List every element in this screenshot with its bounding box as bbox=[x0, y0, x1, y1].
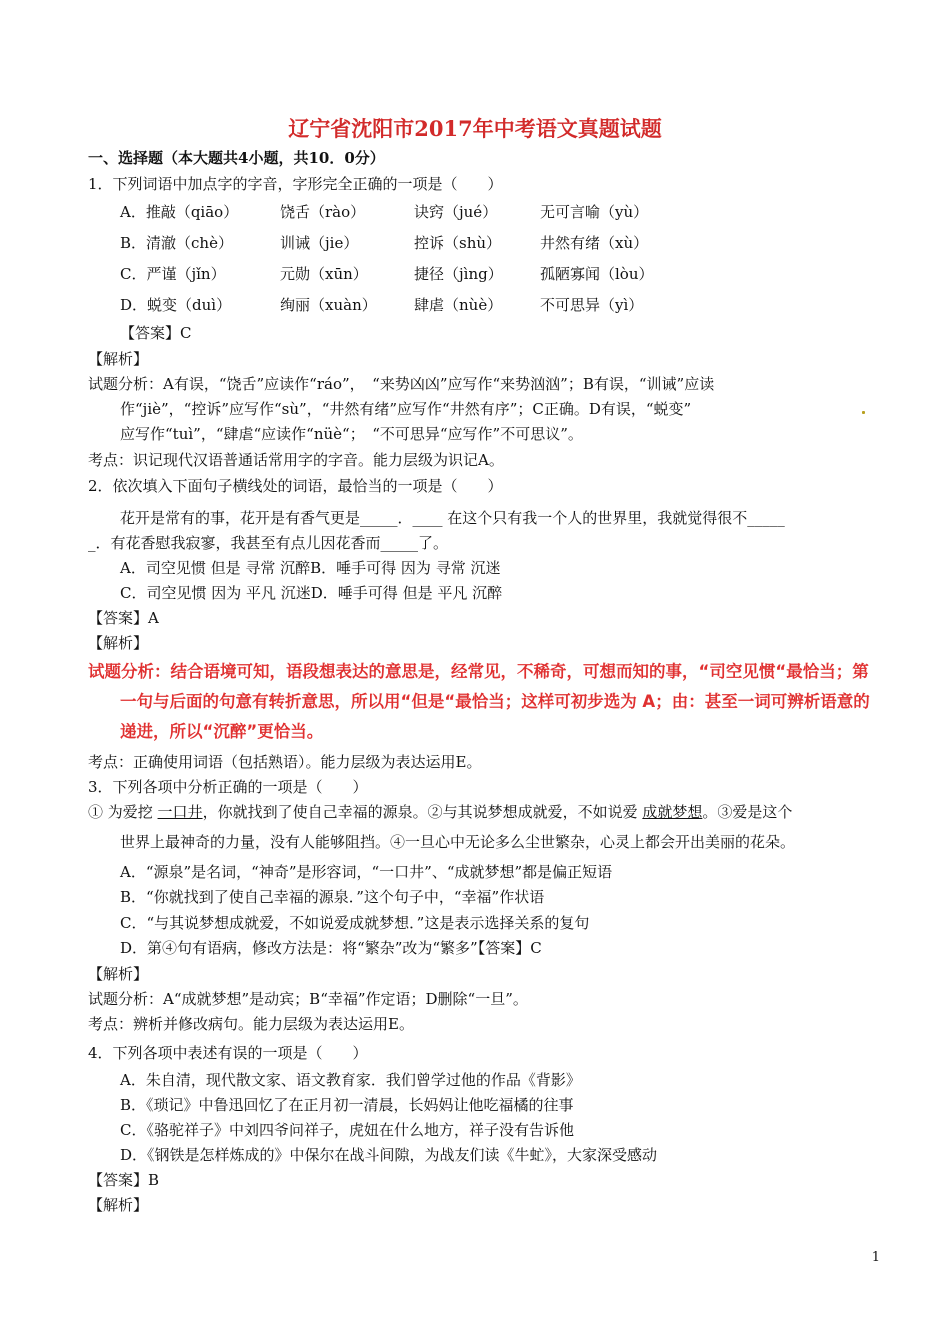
q2-passage-line-2: _．有花香慰我寂寥，我甚至有点儿因花香而_____了。 bbox=[88, 534, 449, 552]
stray-dot-mark bbox=[862, 401, 865, 421]
q3-analysis: 试题分析：A“成就梦想”是动宾；B“幸福”作定语；D删除“一旦”。 bbox=[88, 990, 528, 1008]
q4-analysis-label: 【解析】 bbox=[88, 1196, 149, 1214]
q3-kaodian: 考点：辨析并修改病句。能力层级为表达运用E。 bbox=[88, 1015, 414, 1033]
q1-option-d-1: D．蜕变（duì） bbox=[120, 296, 232, 314]
q3-sentence-line-2: 世界上最神奇的力量，没有人能够阻挡。④一旦心中无论多么尘世繁杂，心灵上都会开出美丽的花朵。 bbox=[120, 833, 796, 851]
q1-option-a-4: 无可言喻（yù） bbox=[540, 203, 649, 221]
page-number: 1 bbox=[871, 1250, 880, 1265]
q1-analysis-line-3: 应写作“tuì”，“肆虐“应读作“nüè“； “不可思异“应写作”不可思议”。 bbox=[120, 425, 583, 443]
q2-answer: 【答案】A bbox=[88, 609, 159, 627]
q2-options-line-2: C．司空见惯 因为 平凡 沉迷D．唾手可得 但是 平凡 沉醉 bbox=[120, 584, 503, 602]
q3-underline-1: 一口井 bbox=[157, 803, 203, 821]
q1-option-b-2: 训诫（jie） bbox=[280, 234, 359, 252]
q3-underline-2: 成就梦想 bbox=[642, 803, 703, 821]
q1-kaodian: 考点：识记现代汉语普通话常用字的字音。能力层级为识记A。 bbox=[88, 451, 504, 469]
q4-option-a: A．朱自清，现代散文家、语文教育家．我们曾学过他的作品《背影》 bbox=[120, 1071, 581, 1089]
q3-s1-post: 。③爱是这个 bbox=[702, 803, 793, 821]
q1-option-c-1: C．严谨（jǐn） bbox=[120, 265, 226, 283]
q4-answer: 【答案】B bbox=[88, 1171, 160, 1189]
q3-option-a: A．“源泉”是名词，“神奇”是形容词，“一口井”、“成就梦想”都是偏正短语 bbox=[120, 863, 613, 881]
q2-analysis-label: 【解析】 bbox=[88, 634, 149, 652]
q1-option-b-4: 井然有绪（xù） bbox=[540, 234, 649, 252]
q1-option-c-4: 孤陋寡闻（lòu） bbox=[540, 265, 654, 283]
q1-answer: 【答案】C bbox=[120, 324, 192, 342]
page-title: 辽宁省沈阳市2017年中考语文真题试题 bbox=[288, 116, 662, 141]
q1-option-d-3: 肆虐（nùè） bbox=[414, 296, 503, 314]
q2-analysis-line-1: 试题分析：结合语境可知，语段想表达的意思是，经常见，不稀奇，可想而知的事，“司空见惯“最恰当；第 bbox=[88, 662, 869, 681]
q1-option-a-2: 饶舌（rào） bbox=[280, 203, 366, 221]
q1-analysis-label: 【解析】 bbox=[88, 350, 149, 368]
q3-sentence-line-1 bbox=[88, 802, 792, 822]
q1-option-c-3: 捷径（jìng） bbox=[414, 265, 503, 283]
q3-analysis-label: 【解析】 bbox=[88, 965, 149, 983]
q3-s1-mid: ，你就找到了使自己幸福的源泉。②与其说梦想成就爱，不如说爱 bbox=[202, 803, 643, 821]
q1-analysis-line-1: 试题分析：A有误，“饶舌”应读作“ráo”， “来势凶凶”应写作“来势汹汹”；B有误，“训诫”应读 bbox=[88, 375, 715, 393]
q1-option-a-1: A．推敲（qiāo） bbox=[120, 203, 239, 221]
q1-option-c-2: 元勋（xūn） bbox=[280, 265, 368, 283]
section-heading: 一、选择题（本大题共4小题，共10．0分） bbox=[88, 149, 385, 167]
q2-analysis-line-3: 递进，所以“沉醉”更恰当。 bbox=[120, 722, 324, 741]
q1-option-d-4: 不可思异（yì） bbox=[540, 296, 644, 314]
q1-option-a-3: 诀窍（jué） bbox=[414, 203, 498, 221]
q2-options-line-1: A．司空见惯 但是 寻常 沉醉B．唾手可得 因为 寻常 沉迷 bbox=[120, 559, 501, 577]
q1-option-b-1: B．清澈（chè） bbox=[120, 234, 233, 252]
q2-kaodian: 考点：正确使用词语（包括熟语）。能力层级为表达运用E。 bbox=[88, 753, 482, 771]
q2-analysis-line-2: 一句与后面的句意有转折意思，所以用“但是“最恰当；这样可初步选为 A；由：甚至一词可辨析语意的 bbox=[120, 692, 870, 711]
q3-s1-pre: ① 为爱挖 bbox=[88, 803, 158, 821]
q3-stem: 3．下列各项中分析正确的一项是（ ） bbox=[88, 778, 368, 796]
q1-option-d-2: 绚丽（xuàn） bbox=[280, 296, 377, 314]
q2-passage-line-1: 花开是常有的事，花开是有香气更是_____．____ 在这个只有我一个人的世界里，我就觉得很不_____ bbox=[120, 509, 785, 527]
q3-option-c: C．“与其说梦想成就爱，不如说爱成就梦想．”这是表示选择关系的复句 bbox=[120, 914, 590, 932]
q1-option-b-3: 控诉（shù） bbox=[414, 234, 502, 252]
q3-option-b: B．“你就找到了使自己幸福的源泉．”这个句子中，“幸福”作状语 bbox=[120, 888, 545, 906]
q1-analysis-line-2: 作“jiè”，“控诉”应写作“sù”，“井然有绪”应写作“井然有序”；C正确。D有误，“蜕变” bbox=[120, 400, 692, 418]
q4-option-d: D．《钢铁是怎样炼成的》中保尔在战斗间隙，为战友们读《牛虻》，大家深受感动 bbox=[120, 1146, 658, 1164]
q4-stem: 4．下列各项中表述有误的一项是（ ） bbox=[88, 1044, 368, 1062]
q2-stem: 2．依次填入下面句子横线处的词语，最恰当的一项是（ ） bbox=[88, 477, 503, 495]
q4-option-b: B．《琐记》中鲁迅回忆了在正月初一清晨，长妈妈让他吃福橘的往事 bbox=[120, 1096, 574, 1114]
q4-option-c: C．《骆驼祥子》中刘四爷问祥子，虎妞在什么地方，祥子没有告诉他 bbox=[120, 1121, 574, 1139]
q3-option-d: D．第④句有语病，修改方法是：将“繁杂”改为“繁多”【答案】C bbox=[120, 939, 542, 957]
q1-stem: 1．下列词语中加点字的字音，字形完全正确的一项是（ ） bbox=[88, 175, 503, 193]
